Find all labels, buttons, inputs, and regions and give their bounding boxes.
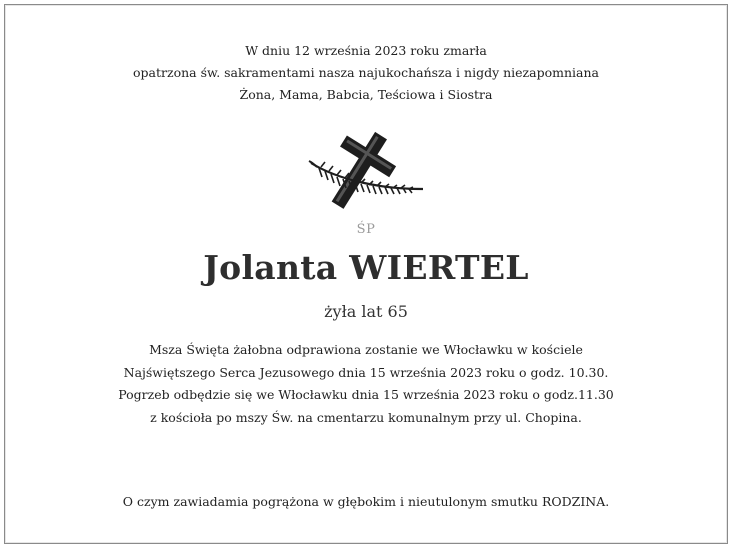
intro-line-3: Żona, Mama, Babcia, Teściowa i Siostra <box>239 87 493 102</box>
footer-text: O czym zawiadamia pogrążona w głębokim i nieutulonym smutku RODZINA. <box>122 494 610 509</box>
obituary-card <box>4 4 728 544</box>
details-line-3: Pogrzeb odbędzie się we Włocławku dnia 15 września 2023 roku o godz.11.30 <box>118 387 614 402</box>
deceased-name: Jolanta WIERTEL <box>203 248 529 287</box>
cross-with-palm-branch-icon <box>307 127 425 217</box>
ceremony-details <box>5 339 727 429</box>
intro-line-1: W dniu 12 września 2023 roku zmarła <box>245 43 487 58</box>
details-line-1: Msza Święta żałobna odprawiona zostanie we Włocławku w kościele <box>149 342 583 357</box>
sp-prefix: ŚP <box>356 222 376 237</box>
intro-line-2: opatrzona św. sakramentami nasza najukochańsza i nigdy niezapomniana <box>133 65 599 80</box>
intro-text <box>5 40 727 106</box>
details-line-2: Najświętszego Serca Jezusowego dnia 15 września 2023 roku o godz. 10.30. <box>123 364 609 380</box>
age-text: żyła lat 65 <box>324 302 408 321</box>
details-line-4: z kościoła po mszy Św. na cmentarzu komunalnym przy ul. Chopina. <box>150 409 582 425</box>
